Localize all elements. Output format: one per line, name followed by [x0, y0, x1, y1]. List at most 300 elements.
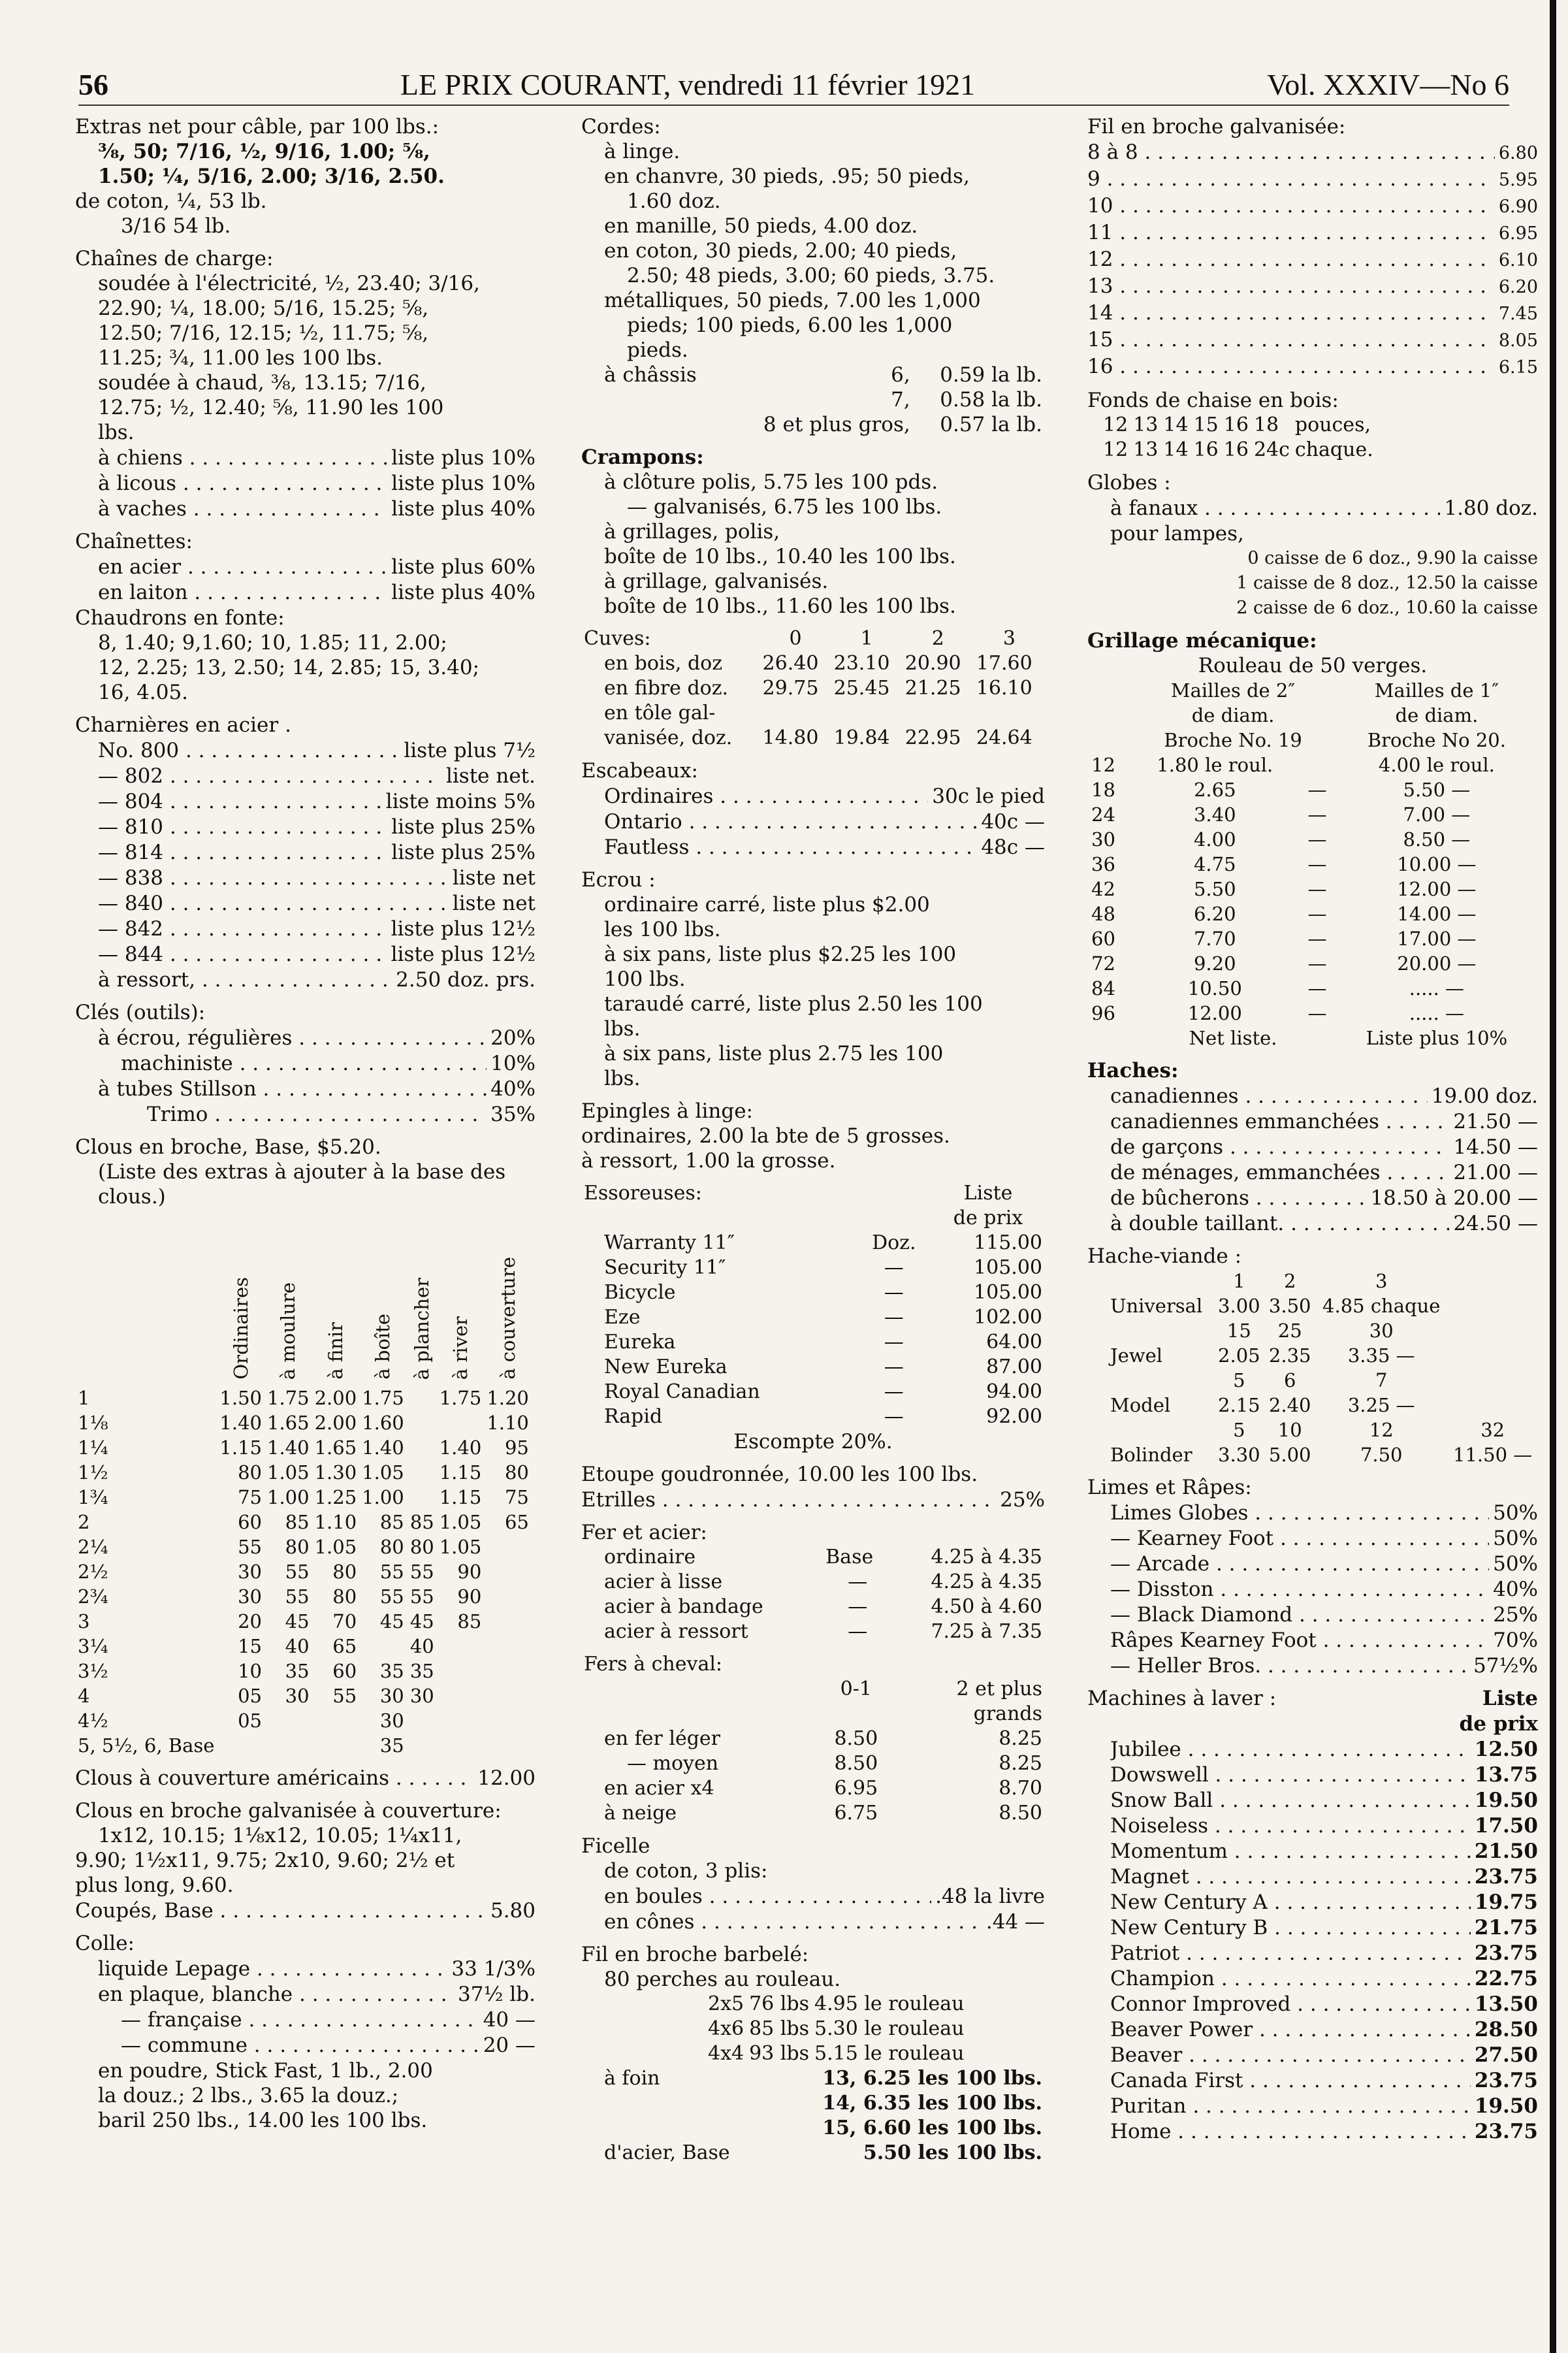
table-row	[1087, 926, 1538, 951]
cell: 2.15	[1218, 1394, 1260, 1416]
text-line: ordinaires, 2.00 la bte de 5 grosses.	[581, 1124, 950, 1148]
price-value: liste plus 25%	[391, 841, 536, 864]
price-label: — Disston . . .	[1110, 1577, 1489, 1602]
text-line: plus long, 9.60.	[75, 1874, 234, 1897]
price-label: en acier . . .	[98, 555, 387, 579]
price-label: 8 à 8 . . .	[1087, 140, 1495, 165]
nail-table-body	[75, 1386, 532, 1758]
table-header-row	[1087, 1418, 1538, 1442]
cell: 5.15 le rouleau	[814, 2042, 965, 2065]
table-row	[1087, 1293, 1538, 1318]
price-value: liste plus 60%	[391, 555, 536, 579]
price-value: 18.50 à 20.00 —	[1370, 1186, 1538, 1210]
section-ecrou	[581, 868, 1045, 1091]
table-cell: 48	[1091, 903, 1115, 925]
price-value: liste plus 12½	[391, 943, 536, 966]
price-row	[75, 1898, 536, 1923]
table-row	[1087, 753, 1538, 777]
price-value: 21.75	[1474, 1916, 1538, 1939]
section-title: Ficelle	[581, 1834, 650, 1858]
section-title: Colle:	[75, 1932, 135, 1955]
cell: en tôle gal-	[604, 702, 716, 724]
table-cell: 1.40	[267, 1436, 310, 1459]
table-row	[581, 1595, 1045, 1619]
table-cell: —	[1307, 803, 1327, 826]
price-label: New Century B . . .	[1110, 1915, 1471, 1940]
volume-number: Vol. XXXIV—No 6	[1266, 68, 1509, 101]
nail-extras-table	[75, 1209, 532, 1758]
price-label: à écrou, régulières . . .	[98, 1026, 487, 1050]
table-row	[705, 1992, 967, 2017]
text-line: pieds.	[627, 338, 688, 362]
machines-list	[1087, 1737, 1538, 2144]
table-cell	[312, 1708, 360, 1733]
price-value: 48c —	[981, 836, 1045, 859]
table-cell: —	[1307, 903, 1327, 925]
table-cell: 2½	[78, 1561, 108, 1583]
table-header-row	[1087, 678, 1538, 703]
text-line: baril 250 lbs., 14.00 les 100 lbs.	[98, 2109, 428, 2132]
table-header: de prix	[953, 1207, 1023, 1229]
price-value: 50%	[1493, 1552, 1538, 1576]
cell: 14	[1163, 414, 1189, 436]
section-clous	[75, 1135, 536, 1758]
cell: 6.95	[834, 1777, 878, 1800]
section-title: Grillage mécanique:	[1087, 629, 1317, 653]
text-line: 100 lbs.	[604, 967, 686, 991]
price-row	[1087, 1084, 1538, 1109]
table-row	[581, 701, 1045, 726]
price-value: 57½%	[1473, 1654, 1538, 1678]
price-label: à tubes Stillson . . .	[98, 1077, 487, 1101]
price-label: à ressort, . . .	[98, 967, 392, 992]
section-title: Fers à cheval:	[584, 1653, 723, 1676]
price-row	[1087, 1653, 1538, 1678]
cell: 2	[1283, 1270, 1296, 1292]
table-cell	[437, 1683, 485, 1708]
table-row	[581, 1727, 1045, 1751]
cell: 7.50	[1360, 1444, 1403, 1466]
section-title: Clous en broche, Base, $5.20.	[75, 1135, 381, 1159]
price-value: .48 la livre	[935, 1885, 1045, 1908]
section-extras	[75, 114, 536, 238]
table-cell: 3¼	[78, 1635, 108, 1657]
price-row	[581, 1884, 1045, 1909]
price-value: liste plus 10%	[391, 446, 536, 470]
price-row	[1087, 2068, 1538, 2093]
section-cles	[75, 1000, 536, 1127]
table-cell: 30	[1091, 828, 1115, 851]
table-cell: —	[1307, 853, 1327, 875]
cell: à neige	[604, 1802, 677, 1825]
cell: Security 11″	[604, 1256, 726, 1279]
table-cell	[484, 1609, 532, 1634]
section-colle	[75, 1931, 536, 2133]
text-line: en poudre, Stick Fast, 1 lb., 2.00	[98, 2059, 433, 2083]
cell: 14.80	[762, 726, 819, 749]
price-row	[75, 496, 536, 521]
price-row	[75, 1766, 536, 1791]
table-cell: 12.00 —	[1397, 878, 1477, 900]
table-row	[75, 1435, 532, 1460]
cell: 12	[1369, 1419, 1394, 1441]
price-row	[1087, 167, 1538, 193]
section-title: Limes et Râpes:	[1087, 1476, 1252, 1499]
text-line: 80 perches au rouleau.	[604, 1968, 841, 1991]
text-line: soudée à l'électricité, ½, 23.40; 3/16,	[98, 272, 480, 295]
price-label: — française . . .	[121, 2007, 479, 2032]
cell: 105.00	[974, 1281, 1042, 1304]
text-line: les 100 lbs.	[604, 918, 721, 941]
table-row	[75, 1683, 532, 1708]
cell: 0.58 la lb.	[940, 388, 1042, 412]
table-row	[581, 1801, 1045, 1826]
price-label: — 810 . . .	[98, 815, 387, 839]
table-cell: 30	[238, 1561, 262, 1583]
table-cell	[264, 1733, 312, 1758]
table-header: à boîte	[372, 1314, 394, 1380]
table-cell: 85	[379, 1511, 404, 1533]
grillage-table	[1087, 678, 1538, 1050]
section-cordes	[581, 114, 1045, 437]
table-cell: 05	[238, 1710, 262, 1732]
text-line: 1 caisse de 8 doz., 12.50 la caisse	[1236, 573, 1538, 593]
cell: 5	[1233, 1369, 1245, 1391]
cell: Liste plus 10%	[1366, 1027, 1508, 1049]
table-header-row	[581, 1702, 1045, 1727]
table-cell: 1.30	[314, 1461, 357, 1484]
table-cell: 10	[238, 1660, 262, 1682]
text-line: 8, 1.40; 9,1.60; 10, 1.85; 11, 2.00;	[98, 631, 447, 655]
table-header: à plancher	[410, 1277, 433, 1380]
cell: 3.25 —	[1347, 1394, 1415, 1416]
price-row	[75, 555, 536, 579]
table-cell: 65	[332, 1635, 357, 1657]
table-cell: 3½	[78, 1660, 108, 1682]
price-row	[75, 789, 536, 814]
price-label: Limes Globes . . .	[1110, 1501, 1489, 1525]
cell: en fer léger	[604, 1727, 720, 1750]
price-label: Champion . . .	[1110, 1966, 1471, 1991]
cell: 13	[1133, 414, 1159, 436]
section-title: Cordes:	[581, 115, 661, 138]
table-cell: 60	[238, 1511, 262, 1533]
table-row	[1087, 951, 1538, 976]
cell: 7.25 à 7.35	[931, 1620, 1042, 1643]
table-cell: 60	[332, 1660, 357, 1682]
table-cell: 55	[285, 1561, 310, 1583]
cell: 5.00	[1268, 1444, 1311, 1466]
cell: 5.30 le rouleau	[814, 2017, 965, 2040]
price-row	[75, 840, 536, 865]
right-edge-rule	[1550, 0, 1556, 2353]
table-row	[581, 2116, 1045, 2141]
table-cell: 80	[504, 1461, 529, 1484]
cell: —	[884, 1380, 904, 1403]
table-cell: 35	[379, 1660, 404, 1682]
table-cell	[1299, 753, 1336, 777]
cell: 76 lbs	[749, 1992, 809, 2015]
price-label: — 838 . . .	[98, 866, 449, 890]
table-row	[75, 1708, 532, 1733]
cell: 16	[1223, 438, 1249, 461]
fer-table	[581, 1545, 1045, 1644]
table-cell	[484, 1584, 532, 1609]
text-line: 1x12, 10.15; 1⅛x12, 10.05; 1¼x11,	[98, 1824, 462, 1847]
column-1	[75, 114, 536, 2133]
price-value: 19.00 doz.	[1431, 1084, 1538, 1108]
table-row	[581, 412, 1045, 437]
cell: 2.35	[1268, 1344, 1311, 1367]
section-title: Globes :	[1087, 471, 1171, 495]
price-row	[1087, 1890, 1538, 1915]
table-header: Mailles de 2″	[1170, 679, 1296, 702]
cell: —	[884, 1405, 904, 1428]
table-cell: 90	[457, 1585, 482, 1608]
price-row	[1087, 1864, 1538, 1889]
cell: 94.00	[986, 1380, 1042, 1403]
section-title: Hache-viande :	[1087, 1244, 1242, 1268]
price-row	[1087, 1211, 1538, 1236]
cell: 3.35 —	[1347, 1344, 1415, 1367]
cell: Bicycle	[604, 1281, 676, 1304]
page-header	[78, 60, 1509, 106]
price-label: Canada First . . .	[1110, 2068, 1471, 2093]
cell: New Eureka	[604, 1355, 728, 1378]
price-label: en cônes . . .	[604, 1909, 982, 1934]
table-cell: 36	[1091, 853, 1115, 875]
table-cell: 80	[409, 1536, 434, 1558]
price-value: 25%	[1493, 1603, 1538, 1627]
cell: 1	[1233, 1270, 1245, 1292]
cell: 85 lbs	[749, 2017, 809, 2040]
table-cell: 55	[409, 1585, 434, 1608]
section-fil-galvanise	[1087, 114, 1538, 380]
cell: 4.85 chaque	[1322, 1295, 1441, 1317]
text-line: Rouleau de 50 verges.	[1198, 654, 1428, 677]
table-header-row	[1087, 703, 1538, 728]
section-hache-viande	[1087, 1244, 1538, 1467]
cell: 92.00	[986, 1405, 1042, 1428]
table-row	[581, 1751, 1045, 1776]
price-value: 6.95	[1498, 223, 1538, 244]
table-row	[581, 363, 1045, 387]
price-row	[1087, 1501, 1538, 1525]
cell	[581, 387, 726, 412]
cell: —	[884, 1331, 904, 1354]
price-value: liste moins 5%	[385, 790, 536, 813]
section-charnieres	[75, 713, 536, 992]
cell: 64.00	[986, 1331, 1042, 1354]
cell: 25	[1277, 1320, 1302, 1342]
price-value: 6.15	[1498, 357, 1538, 378]
text-line: 3/16 54 lb.	[121, 214, 231, 238]
price-label: Clous à couverture américains . . .	[75, 1766, 473, 1791]
table-row	[1087, 777, 1538, 802]
price-value: 37½ lb.	[458, 1983, 536, 2006]
price-value: 28.50	[1474, 2018, 1538, 2041]
price-value: 19.50	[1474, 2094, 1538, 2118]
cell: 30	[1369, 1320, 1394, 1342]
cell: 8.50	[999, 1802, 1042, 1825]
section-couverture	[75, 1766, 536, 1791]
price-value: 12.00	[477, 1766, 536, 1790]
cell: acier à bandage	[604, 1595, 763, 1618]
text-line: 2 caisse de 6 doz., 10.60 la caisse	[1236, 598, 1538, 618]
table-row	[581, 2091, 1045, 2116]
table-cell: 1.60	[362, 1412, 404, 1434]
price-label: Patriot . . .	[1110, 1941, 1471, 1966]
price-row	[1087, 1737, 1538, 1762]
cell: Rapid	[604, 1405, 663, 1428]
table-row	[581, 387, 1045, 412]
table-row	[75, 1510, 532, 1534]
text-line: en manille, 50 pieds, 4.00 doz.	[604, 214, 918, 238]
table-cell	[437, 1659, 485, 1683]
table-cell	[407, 1410, 437, 1435]
text-line: à linge.	[604, 140, 680, 163]
table-header-row	[1087, 1269, 1538, 1293]
price-value: 50%	[1493, 1527, 1538, 1550]
table-cell: —	[1307, 952, 1327, 975]
table-cell: 20.00 —	[1397, 952, 1477, 975]
cell: 18	[1253, 414, 1279, 436]
price-row	[1087, 274, 1538, 300]
cell: 8.70	[999, 1777, 1042, 1800]
price-row	[75, 1102, 536, 1127]
text-line: 1.50; ¼, 5/16, 2.00; 3/16, 2.50.	[98, 165, 445, 188]
table-cell: 40	[285, 1635, 310, 1657]
price-label: canadiennes . . .	[1110, 1084, 1428, 1109]
price-row	[1087, 220, 1538, 246]
column-2	[581, 114, 1045, 2166]
section-title: Clous en broche galvanisée à couverture:	[75, 1799, 502, 1823]
price-row	[1087, 2094, 1538, 2118]
price-row	[1087, 354, 1538, 380]
price-row	[75, 1026, 536, 1050]
table-row	[75, 1559, 532, 1584]
price-label: New Century A . . .	[1110, 1890, 1471, 1915]
table-cell: 2¼	[78, 1536, 108, 1558]
section-fer	[581, 1520, 1045, 1644]
text-line: Escompte 20%.	[733, 1430, 893, 1453]
table-cell: 95	[504, 1436, 529, 1459]
table-cell: 30	[379, 1685, 404, 1707]
table-cell: 35	[409, 1660, 434, 1682]
foin-table	[581, 2066, 1045, 2166]
text-line: la douz.; 2 lbs., 3.65 la douz.;	[98, 2084, 399, 2107]
cell: 11.50 —	[1453, 1444, 1533, 1466]
table-row	[75, 1584, 532, 1609]
table-row	[581, 726, 1045, 751]
cell: 8.50	[834, 1727, 878, 1750]
section-title: Fer et acier:	[581, 1521, 707, 1544]
table-cell: 12.00	[1187, 1002, 1242, 1024]
price-label: en boules . . .	[604, 1884, 931, 1909]
table-cell: 1.75	[439, 1387, 482, 1409]
cell: 14	[1163, 438, 1189, 461]
table-cell: 1.75	[362, 1387, 404, 1409]
cell: pouces,	[1294, 414, 1371, 436]
cell: 8 et plus gros,	[763, 413, 910, 436]
table-row	[1100, 438, 1376, 462]
cell: 102.00	[974, 1306, 1042, 1329]
price-value: 12.50	[1474, 1738, 1538, 1761]
cell: 2.40	[1268, 1394, 1311, 1416]
cell: —	[848, 1595, 868, 1618]
cell: 7	[1375, 1369, 1388, 1391]
cell: chaque.	[1294, 438, 1373, 461]
table-cell: 80	[238, 1461, 262, 1484]
table-header: Mailles de 1″	[1374, 679, 1499, 702]
table-header: grands	[973, 1702, 1042, 1725]
table-cell: 5.50	[1193, 878, 1236, 900]
price-value: liste net.	[445, 764, 536, 788]
cell: 8.50	[834, 1752, 878, 1775]
price-label: de bûcherons . . .	[1110, 1186, 1366, 1210]
cell: 10	[1277, 1419, 1302, 1441]
price-label: Etrilles . . .	[581, 1487, 996, 1512]
cell: acier à lisse	[604, 1570, 723, 1593]
cell: 17.60	[976, 652, 1032, 675]
cell: 22.95	[904, 726, 961, 749]
table-cell	[484, 1733, 532, 1758]
table-row	[1087, 1442, 1538, 1467]
text-line: Etoupe goudronnée, 10.00 les 100 lbs.	[581, 1463, 978, 1486]
price-label: No. 800 . . .	[98, 738, 400, 763]
text-line: — galvanisés, 6.75 les 100 lbs.	[627, 495, 942, 519]
table-cell: —	[1307, 928, 1327, 950]
cell: —	[884, 1355, 904, 1378]
table-cell	[484, 1708, 532, 1733]
price-label: liquide Lepage . . .	[98, 1956, 447, 1981]
table-cell: 80	[379, 1536, 404, 1558]
table-row	[1087, 827, 1538, 852]
price-label: 11 . . .	[1087, 220, 1495, 245]
cell: 4.95 le rouleau	[814, 1992, 965, 2015]
price-value: 17.50	[1474, 1814, 1538, 1838]
table-header-row	[581, 1206, 1045, 1231]
cell: Model	[1110, 1394, 1171, 1416]
table-cell: 45	[409, 1610, 434, 1632]
table-cell: 1½	[78, 1461, 108, 1484]
text-line: Extras net pour câble, par 100 lbs.:	[75, 115, 440, 138]
price-row	[581, 784, 1045, 809]
table-header-row	[581, 1652, 1045, 1677]
table-cell: 05	[238, 1685, 262, 1707]
table-row	[1087, 1026, 1538, 1050]
cell: 115.00	[974, 1231, 1042, 1254]
table-cell: ..... —	[1409, 977, 1465, 999]
table-cell: 4½	[78, 1710, 108, 1732]
price-value: 6.20	[1498, 277, 1538, 297]
price-row	[75, 1077, 536, 1101]
cell: 3	[1375, 1270, 1388, 1292]
text-line: pieds; 100 pieds, 6.00 les 1,000	[627, 314, 953, 337]
price-value: 19.75	[1474, 1891, 1538, 1914]
cell	[581, 412, 726, 437]
price-value: 25%	[1000, 1488, 1045, 1512]
section-escabeaux	[581, 758, 1045, 860]
table-cell	[407, 1386, 437, 1410]
price-value: 5.80	[490, 1899, 536, 1923]
text-line: 12.75; ½, 12.40; ⅝, 11.90 les 100	[98, 396, 444, 419]
cell: 24c	[1253, 438, 1290, 461]
cell: —	[884, 1256, 904, 1279]
price-label: en laiton . . .	[98, 580, 387, 605]
table-cell: 72	[1091, 952, 1115, 975]
table-row	[75, 1410, 532, 1435]
